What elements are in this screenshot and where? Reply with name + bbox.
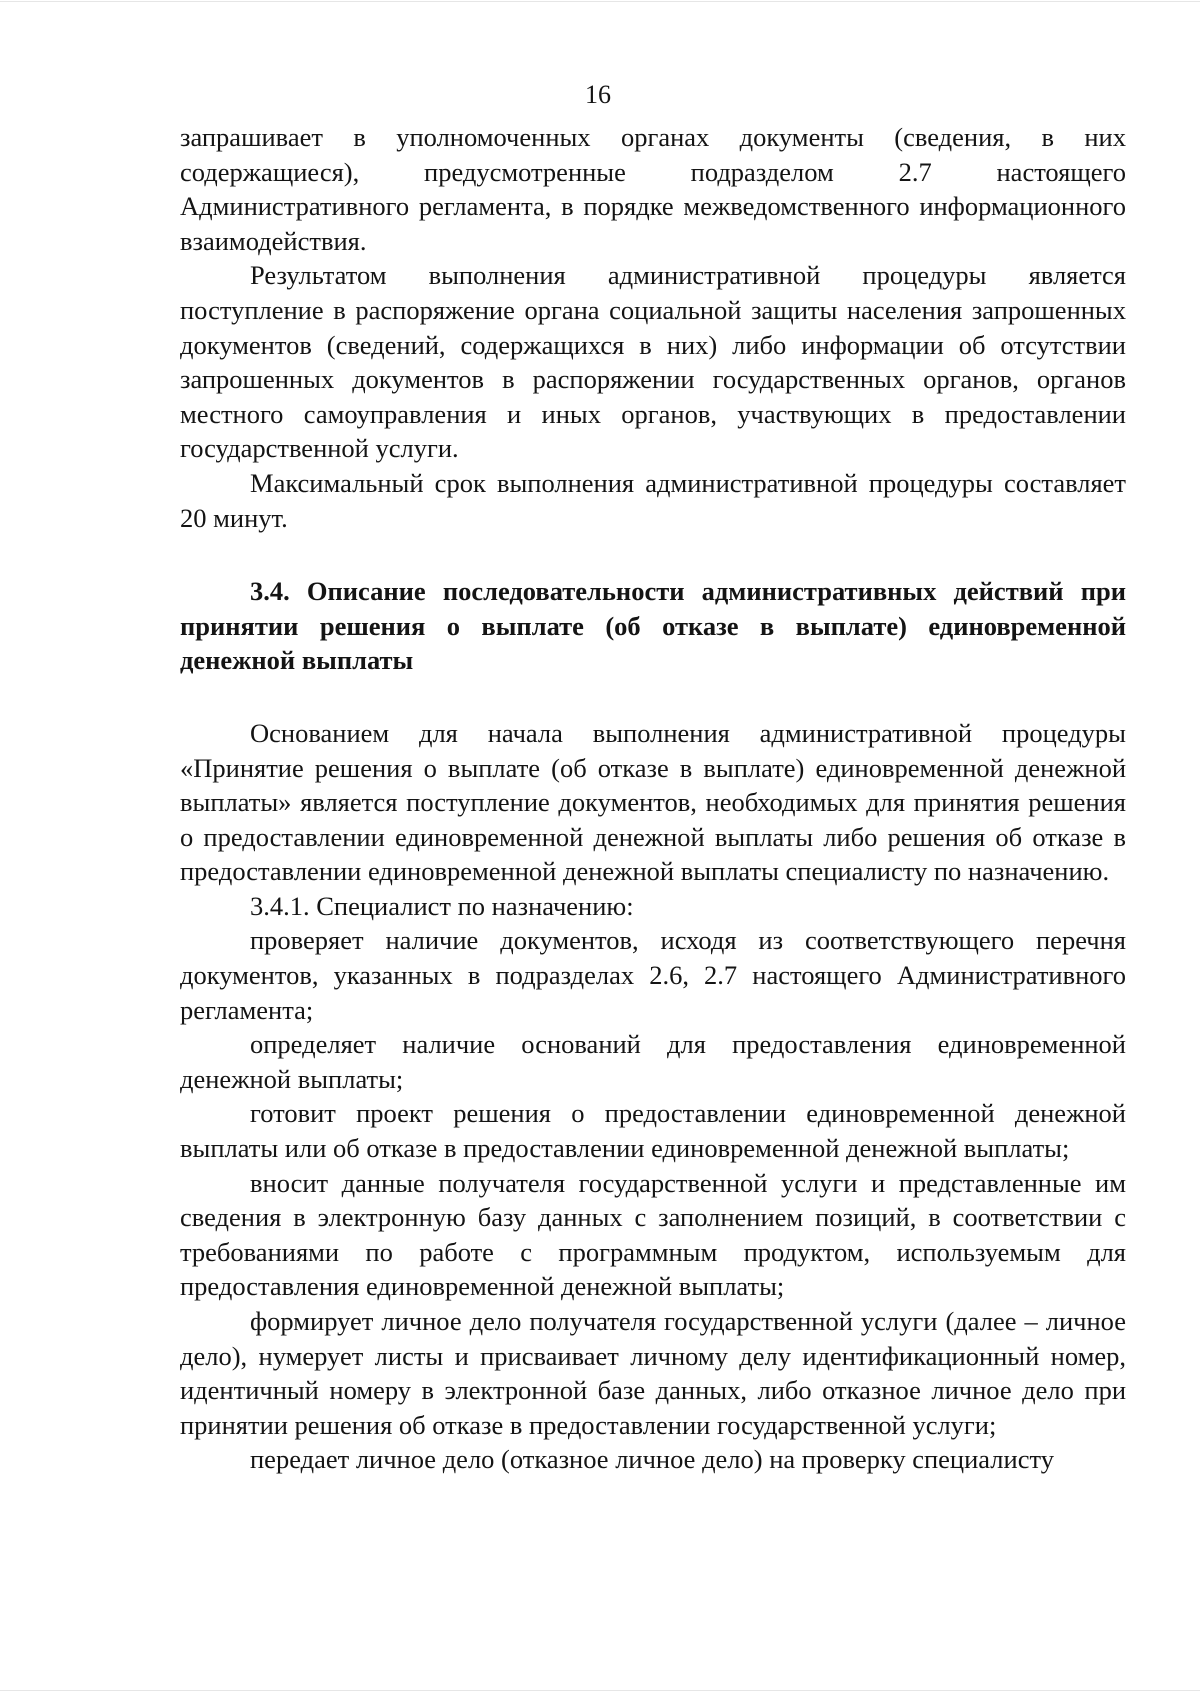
list-item-transfers-file: передает личное дело (отказное личное дело) на проверку специалисту bbox=[250, 1444, 1054, 1475]
scan-edge-top bbox=[0, 1, 1200, 2]
paragraph-max-duration: Максимальный срок выполнения административной процедуры составляет 20 минут. bbox=[180, 467, 1126, 533]
section-heading: 3.4. Описание последовательности административных действий при принятии решения о выплате (об отказе в выплате) единовременной денежной выплаты bbox=[180, 576, 1126, 676]
subsection-title: 3.4.1. Специалист по назначению: bbox=[250, 890, 634, 921]
paragraph-basis: Основанием для начала выполнения административной процедуры «Принятие решения о выплате (об отказе в выплате) единовременной денежной выплаты» является поступление документов, необходимых для принятия решения о предоставлении единовременной денежной выплаты либо решения об отказе в предоставлении единовременной денежной выплаты специалисту по назначению. bbox=[180, 717, 1126, 887]
list-item-forms-file: формирует личное дело получателя государственной услуги (далее – личное дело), нумерует листы и присваивает личному делу идентификационный номер, идентичный номеру в электронной базе данных, либо отказное личное дело при принятии решения об отказе в предоставлении государственной услуги; bbox=[180, 1306, 1126, 1440]
document-body bbox=[180, 120, 1126, 1477]
list-item-checks-documents: проверяет наличие документов, исходя из соответствующего перечня документов, указанных в подразделах 2.6, 2.7 настоящего Административного регламента; bbox=[180, 925, 1126, 1025]
paragraph-result: Результатом выполнения административной процедуры является поступление в распоряжение органа социальной защиты населения запрошенных документов (сведений, содержащихся в них) либо информации об отсутствии запрошенных документов в распоряжении государственных органов, органов местного самоуправления и иных органов, участвующих в предоставлении государственной услуги. bbox=[180, 260, 1126, 464]
paragraph-continuation: запрашивает в уполномоченных органах документы (сведения, в них содержащиеся), предусмотренные подразделом 2.7 настоящего Административного регламента, в порядке межведомственного информационного взаимодействия. bbox=[180, 122, 1126, 256]
list-item-prepares-draft: готовит проект решения о предоставлении единовременной денежной выплаты или об отказе в предоставлении единовременной денежной выплаты; bbox=[180, 1098, 1126, 1164]
scan-edge-bottom bbox=[0, 1690, 1200, 1691]
list-item-enters-data: вносит данные получателя государственной услуги и представленные им сведения в электронную базу данных с заполнением позиций, в соответствии с требованиями по работе с программным продуктом, используемым для предоставления единовременной денежной выплаты; bbox=[180, 1167, 1126, 1302]
page-number: 16 bbox=[585, 80, 611, 109]
list-item-determines-grounds: определяет наличие оснований для предоставления единовременной денежной выплаты; bbox=[180, 1029, 1126, 1094]
